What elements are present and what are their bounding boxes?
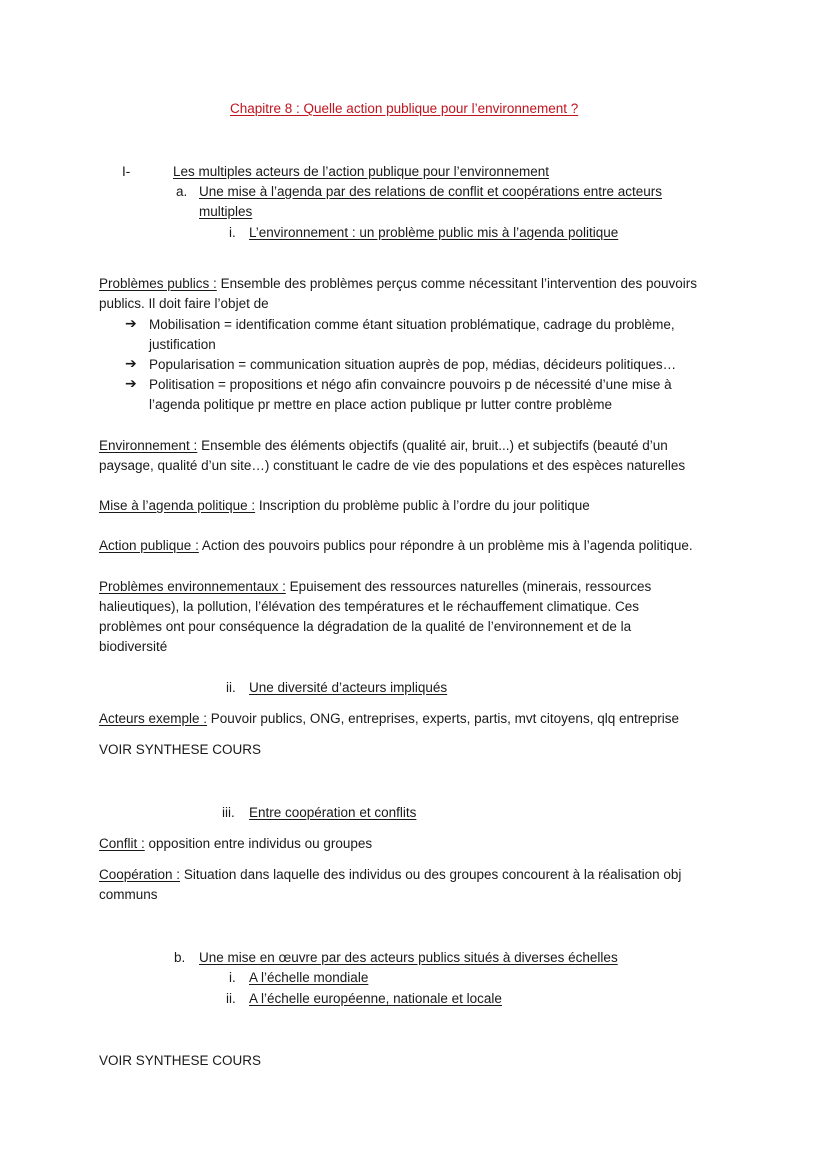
section-number: I- — [122, 164, 131, 179]
subsection-number: a. — [176, 184, 188, 199]
definition-text: Situation dans laquelle des individus ou des groupes concourent à la réalisation obj — [180, 867, 682, 882]
definition-term: Acteurs exemple : — [99, 711, 208, 726]
definition-term: Conflit : — [99, 836, 145, 851]
subsubsection-heading: Entre coopération et conflits — [249, 805, 417, 820]
subsubsection-number: ii. — [226, 680, 236, 695]
subsection-heading: Une mise à l’agenda par des relations de conflit et coopérations entre acteurs — [199, 184, 663, 199]
bullet-item-cont: justification — [149, 337, 216, 352]
subsubsection-number: i. — [229, 970, 236, 985]
definition-text: Action des pouvoirs publics pour répondre à un problème mis à l’agenda politique. — [198, 538, 693, 553]
definition-environnement — [99, 437, 668, 455]
definition-cooperation — [99, 866, 681, 884]
arrow-right-icon: ➔ — [125, 375, 137, 391]
subsubsection-heading: L’environnement : un problème public mis à l’agenda politique — [249, 225, 619, 240]
subsection-heading: Une mise en œuvre par des acteurs publics situés à diverses échelles — [199, 950, 618, 965]
voir-synthese-note: VOIR SYNTHESE COURS — [99, 742, 262, 757]
bullet-item: Mobilisation = identification comme étant situation problématique, cadrage du problème, — [149, 317, 675, 332]
page-title: Chapitre 8 : Quelle action publique pour l’environnement ? — [230, 101, 579, 116]
definition-acteurs — [99, 710, 679, 728]
section-heading: Les multiples acteurs de l’action publique pour l’environnement — [173, 164, 549, 179]
definition-text: opposition entre individus ou groupes — [144, 836, 373, 851]
definition-text-cont: biodiversité — [99, 639, 168, 654]
subsubsection-heading: A l’échelle mondiale — [249, 970, 369, 985]
definition-term: Mise à l’agenda politique : — [99, 498, 256, 513]
definition-text-cont: publics. Il doit faire l’objet de — [99, 296, 269, 311]
subsubsection-heading: A l’échelle européenne, nationale et locale — [249, 991, 502, 1006]
definition-text: Ensemble des éléments objectifs (qualité air, bruit...) et subjectifs (beauté d’un — [197, 438, 668, 453]
definition-term: Coopération : — [99, 867, 181, 882]
subsubsection-number: ii. — [226, 991, 236, 1006]
definition-term: Environnement : — [99, 438, 198, 453]
definition-term: Action publique : — [99, 538, 199, 553]
definition-term: Problèmes environnementaux : — [99, 579, 286, 594]
definition-mise-agenda — [99, 497, 590, 515]
definition-term: Problèmes publics : — [99, 276, 217, 291]
definition-text: Epuisement des ressources naturelles (minerais, ressources — [285, 579, 652, 594]
subsubsection-number: iii. — [222, 805, 235, 820]
definition-text-cont: halieutiques), la pollution, l’élévation des températures et le réchauffement climatique. Ces — [99, 599, 640, 614]
bullet-item-cont: l’agenda politique pr mettre en place action publique pr lutter contre problème — [149, 397, 613, 412]
definition-text-cont: problèmes ont pour conséquence la dégradation de la qualité de l’environnement et de la — [99, 619, 632, 634]
definition-text-cont: communs — [99, 887, 158, 902]
subsection-heading-cont: multiples — [199, 204, 253, 219]
bullet-item: Politisation = propositions et négo afin convaincre pouvoirs p de nécessité d’une mise à — [149, 377, 672, 392]
voir-synthese-note: VOIR SYNTHESE COURS — [99, 1053, 262, 1068]
subsection-number: b. — [174, 950, 186, 965]
definition-text: Ensemble des problèmes perçus comme nécessitant l’intervention des pouvoirs — [216, 276, 698, 291]
definition-text: Inscription du problème public à l’ordre du jour politique — [255, 498, 590, 513]
bullet-item: Popularisation = communication situation auprès de pop, médias, décideurs politiques… — [149, 357, 677, 372]
definition-problemes-publics — [99, 275, 697, 293]
definition-conflit — [99, 835, 372, 853]
definition-action-publique — [99, 537, 693, 555]
definition-text: Pouvoir publics, ONG, entreprises, experts, partis, mvt citoyens, qlq entreprise — [207, 711, 679, 726]
subsubsection-number: i. — [229, 225, 236, 240]
arrow-right-icon: ➔ — [125, 355, 137, 371]
definition-problemes-env — [99, 578, 651, 596]
definition-text-cont: paysage, qualité d’un site…) constituant le cadre de vie des populations et des espèces naturelles — [99, 458, 686, 473]
subsubsection-heading: Une diversité d’acteurs impliqués — [249, 680, 448, 695]
arrow-right-icon: ➔ — [125, 315, 137, 331]
